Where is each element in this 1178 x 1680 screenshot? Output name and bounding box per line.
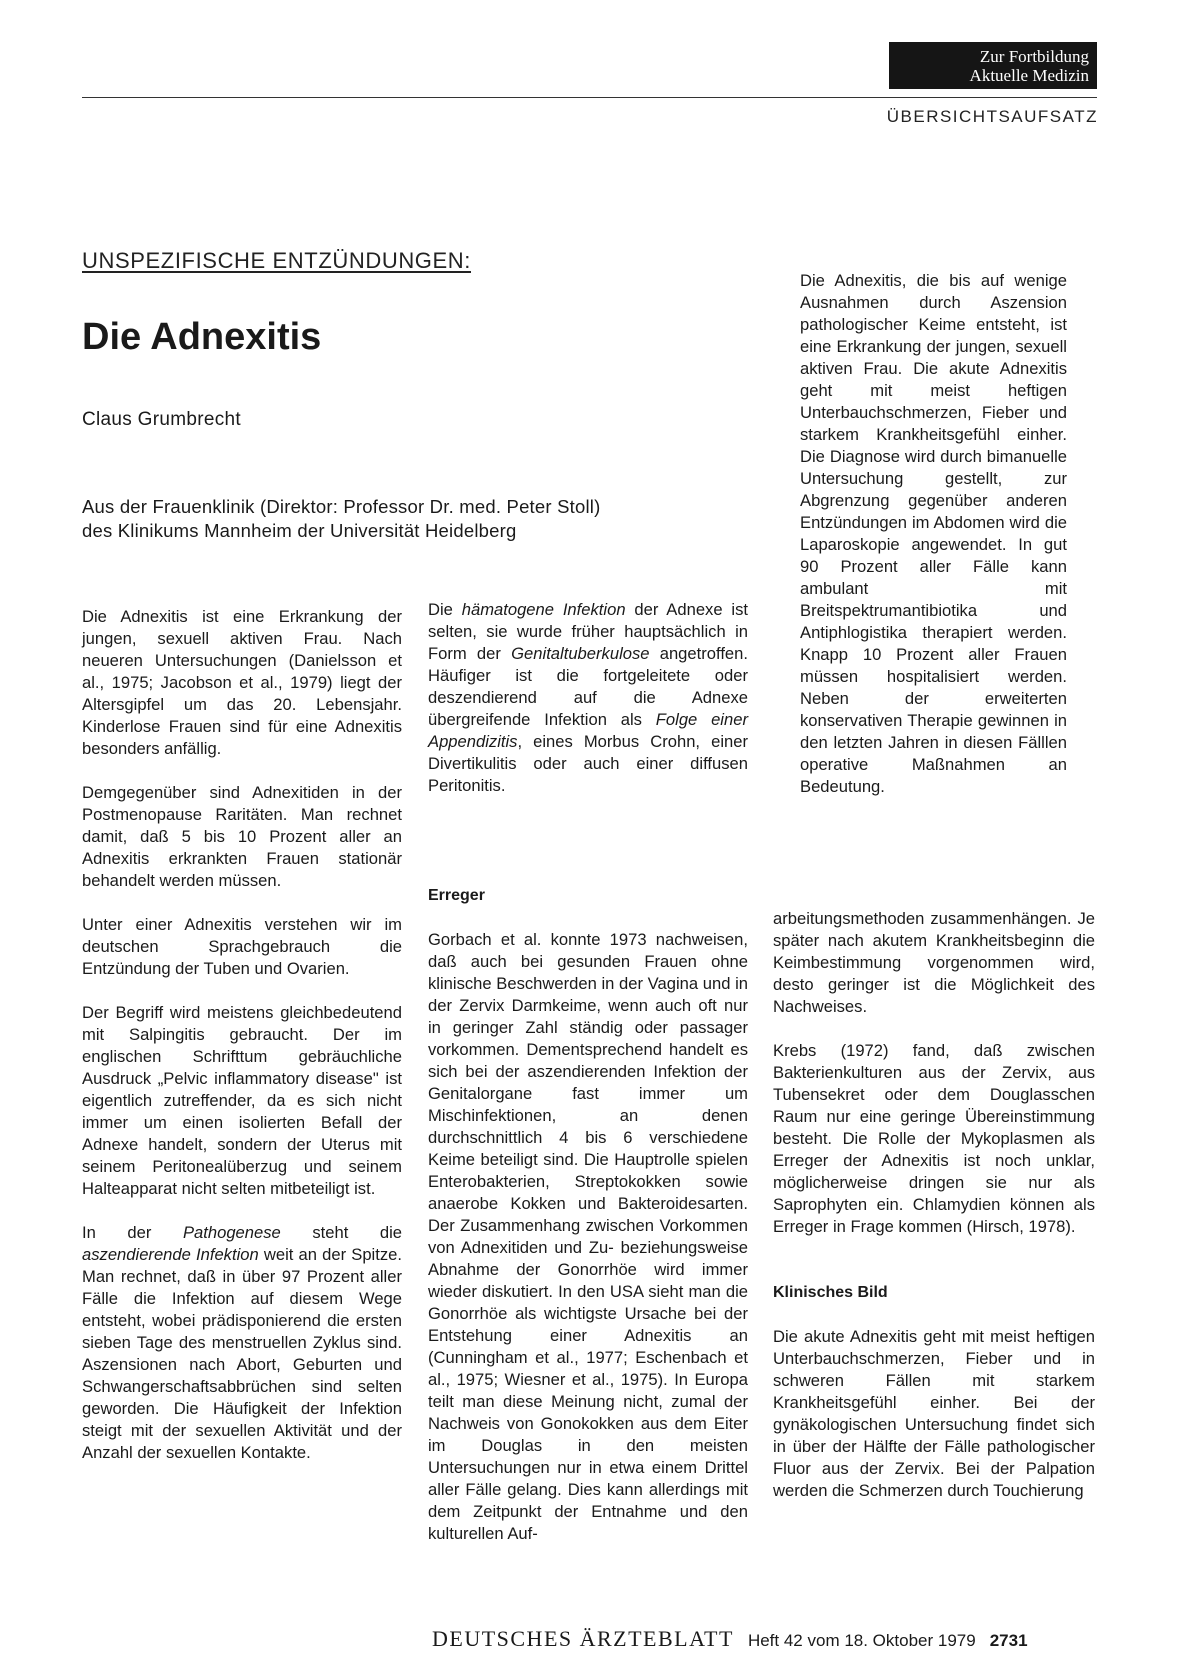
- paragraph: Unter einer Adnexitis verstehen wir im deutschen Sprachgebrauch die Entzündung der Tuben und Ovarien.: [82, 915, 402, 978]
- emphasis: Folge einer Appendizitis: [428, 710, 748, 751]
- article-affiliation: [82, 495, 600, 543]
- affiliation-line-1: Aus der Frauenklinik (Direktor: Professor Dr. med. Peter Stoll): [82, 496, 601, 517]
- paragraph: arbeitungsmethoden zusammenhängen. Je später nach akutem Krankheitsbeginn die Keimbestimmung vorgenommen wird, desto geringer ist die Möglichkeit des Nachweises.: [773, 909, 1095, 1016]
- paragraph: Die akute Adnexitis geht mit meist heftigen Unterbauchschmerzen, Fieber und in schweren Fällen mit starkem Krankheitsgefühl einher. Bei der gynäkologischen Untersuchung findet sich in über der Hälfte der Fälle pathologischer Fluor aus der Zervix. Bei der Palpation werden die Schmerzen durch Touchierung: [773, 1327, 1095, 1500]
- section-label: ÜBERSICHTSAUFSATZ: [886, 107, 1098, 126]
- emphasis: Pathogenese: [182, 1223, 281, 1242]
- paragraph: Demgegenüber sind Adnexitiden in der Postmenopause Raritäten. Man rechnet damit, daß 5 bis 10 Prozent aller an Adnexitis erkrankten Frauen stationär behandelt werden müssen.: [82, 783, 402, 890]
- abstract-text: Die Adnexitis, die bis auf wenige Ausnahmen durch Aszension pathologischer Keime entsteht, ist eine Erkrankung der jungen, sexuell aktiven Frau. Die akute Adnexitis geht mit meist heftigen Unterbauchschmerzen, Fieber und starkem Krankheitsgefühl einher. Die Diagnose wird durch bimanuelle Untersuchung gestellt, zur Abgrenzung gegenüber anderen Entzündungen im Abdomen wird die Laparoskopie angewendet. In gut 90 Prozent aller Fälle kann ambulant mit Breitspektrumantibiotika und Antiphlogistika therapiert werden. Knapp 10 Prozent aller Frauen müssen hospitalisiert werden. Neben der erweiterten konservativen Therapie gewinnen in den letzten Jahren in diesen Fälllen operative Maßnahmen an Bedeutung.: [800, 271, 1067, 796]
- emphasis: aszendierende Infektion: [82, 1245, 259, 1264]
- text-run: Die: [428, 600, 462, 619]
- text-run: weit an der Spitze. Man rechnet, daß in über 97 Prozent aller Fälle die Infektion auf diesem Wege entsteht, wobei prädisponierend die ersten sieben Tage des menstruellen Zyklus sind. Aszensionen nach Abort, Geburten und Schwangerschaftsabbrüchen sind selten geworden. Die Häufigkeit der Infektion steigt mit der sexuellen Aktivität und der Anzahl der sexuellen Kontakte.: [82, 1245, 402, 1462]
- article-title: Die Adnexitis: [82, 316, 322, 358]
- body-column-3: [773, 908, 1095, 1502]
- header-rule: [82, 97, 1097, 98]
- paragraph: [428, 599, 748, 797]
- page-number: 2731: [989, 1631, 1028, 1650]
- emphasis: Genitaltuberkulose: [511, 644, 650, 663]
- paragraph: Gorbach et al. konnte 1973 nachweisen, daß auch bei gesunden Frauen ohne klinische Beschwerden in der Vagina und in der Zervix Darmkeime, wenn auch oft nur in geringer Zahl ständig oder passager vorkommen. Dementsprechend handelt es sich bei der aszendierenden Infektion der Genitalorgane fast immer um Mischinfektionen, an denen durchschnittlich 4 bis 6 verschiedene Keime beteiligt sind. Die Hauptrolle spielen Enterobakterien, Streptokokken sowie anaerobe Kokken und Bakteroidesarten. Der Zusammenhang zwischen Vorkommen von Adnexitiden und Zu- beziehungsweise Abnahme der Gonorrhöe wird immer wieder diskutiert. In den USA sieht man die Gonorrhöe als wichtigste Ursache bei der Entstehung einer Adnexitis an (Cunningham et al., 1977; Eschenbach et al., 1975; Wiesner et al., 1975). In Europa teilt man diese Meinung nicht, zumal der Nachweis von Gonokokken aus dem Eiter im Douglas in den meisten Untersuchungen nur in etwa einem Drittel aller Fälle gelang. Dies kann allerdings mit dem Zeitpunkt der Entnahme und den kulturellen Auf-: [428, 930, 748, 1543]
- rubric-line-1: Zur Fortbildung: [979, 47, 1089, 66]
- journal-name: DEUTSCHES ÄRZTEBLATT: [432, 1626, 734, 1651]
- paragraph: Der Begriff wird meistens gleichbedeutend mit Salpingitis gebraucht. Der im englischen Schrifttum gebräuchliche Ausdruck „Pelvic inflammatory disease" ist eigentlich zutreffender, da es sich nicht immer um einen isolierten Befall der Adnexe handelt, sondern der Uterus mit seinem Peritonealüberzug und seinem Halteapparat nicht selten mitbeteiligt ist.: [82, 1003, 402, 1198]
- rubric-badge: [889, 42, 1097, 89]
- section-heading: Erreger: [428, 887, 485, 904]
- body-column-2-lower: [428, 885, 748, 1545]
- text-run: der Adnexe ist selten, sie wurde früher hauptsächlich in Form der: [428, 600, 748, 663]
- issue-info: Heft 42 vom 18. Oktober 1979: [747, 1631, 976, 1650]
- body-column-2: [428, 599, 748, 797]
- article-author: Claus Grumbrecht: [82, 409, 241, 430]
- abstract-column: [800, 270, 1067, 798]
- affiliation-line-2: des Klinikums Mannheim der Universität Heidelberg: [82, 520, 517, 541]
- paragraph: [82, 1222, 402, 1464]
- paragraph: Die Adnexitis ist eine Erkrankung der jungen, sexuell aktiven Frau. Nach neueren Untersuchungen (Danielsson et al., 1975; Jacobson et al., 1979) liegt der Altersgipfel um das 20. Lebensjahr. Kinderlose Frauen sind für eine Adnexitis besonders anfällig.: [82, 607, 402, 758]
- paragraph: Krebs (1972) fand, daß zwischen Bakterienkulturen aus der Zervix, aus Tubensekret oder dem Douglasschen Raum nur eine geringe Übereinstimmung besteht. Die Rolle der Mykoplasmen als Erreger der Adnexitis ist noch unklar, möglicherweise dringen sie nur als Saprophyten ein. Chlamydien können als Erreger in Frage kommen (Hirsch, 1978).: [773, 1041, 1095, 1236]
- text-run: angetroffen. Häufiger ist die fortgeleitete oder deszendierend auf die Adnexe übergreifende Infektion als: [428, 644, 748, 729]
- text-run: In der: [82, 1223, 183, 1242]
- text-run: , eines Morbus Crohn, einer Divertikulitis oder auch einer diffusen Peritonitis.: [428, 732, 748, 795]
- rubric-line-2: Aktuelle Medizin: [969, 66, 1089, 85]
- text-run: steht die: [280, 1223, 403, 1242]
- emphasis: hämatogene Infektion: [461, 600, 626, 619]
- article-kicker: UNSPEZIFISCHE ENTZÜNDUNGEN:: [82, 248, 471, 273]
- body-column-1: [82, 606, 402, 1464]
- section-heading: Klinisches Bild: [773, 1284, 888, 1301]
- page-footer: [432, 1626, 1028, 1652]
